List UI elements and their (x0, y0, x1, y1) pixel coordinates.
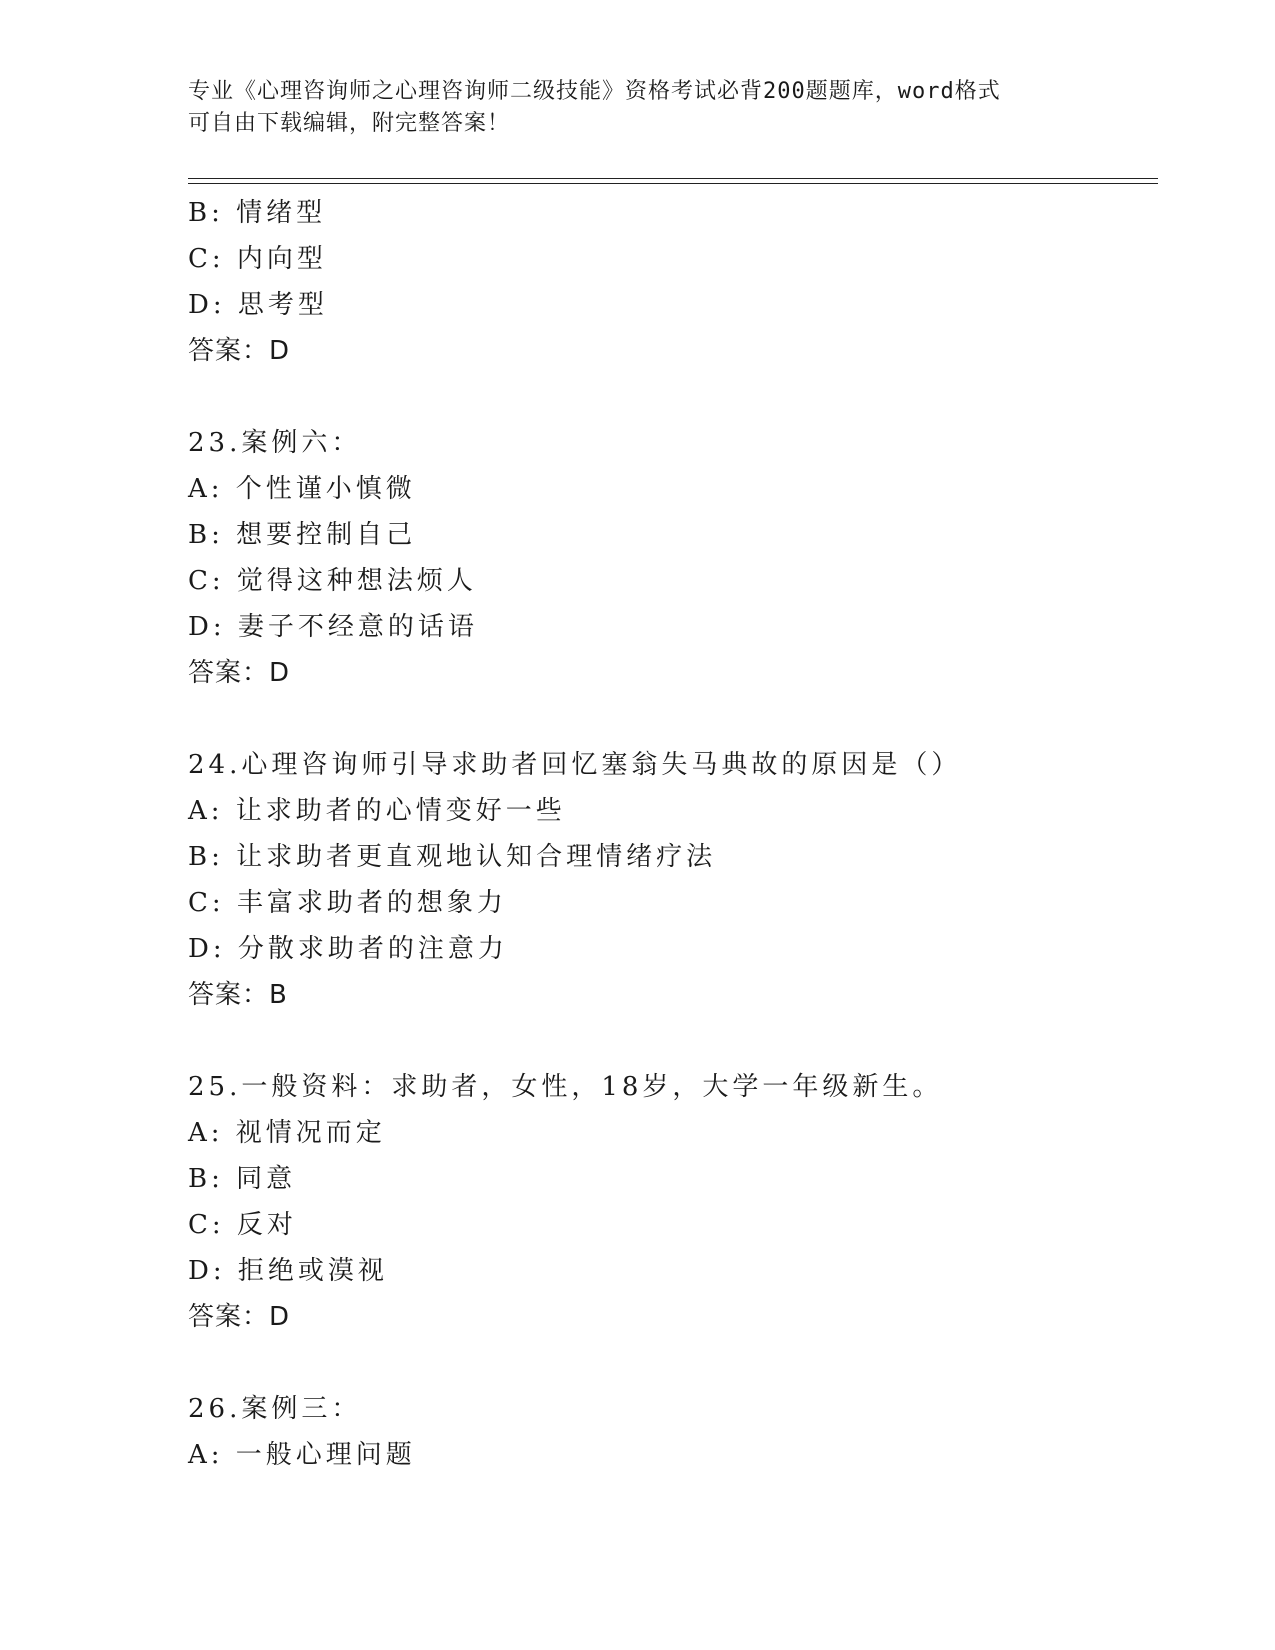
header-title-line-2: 可自由下载编辑，附完整答案！ (188, 111, 511, 136)
question-block-25 (188, 1064, 1148, 1340)
spacer (188, 696, 1148, 742)
question-block-23 (188, 420, 1148, 696)
header-divider-bottom (188, 183, 1158, 184)
option-b: B: 想要控制自己 (188, 520, 417, 550)
spacer (188, 1018, 1148, 1064)
question-block-22 (188, 190, 1148, 374)
option-b: B: 同意 (188, 1164, 297, 1194)
option-c: C: 丰富求助者的想象力 (188, 888, 507, 918)
question-block-26 (188, 1386, 1148, 1478)
document-header (188, 76, 1088, 140)
answer-line: 答案：D (188, 658, 291, 688)
answer-line: 答案：D (188, 1302, 291, 1332)
header-divider-top (188, 178, 1158, 179)
question-block-24 (188, 742, 1148, 1018)
option-d: D: 思考型 (188, 290, 328, 320)
option-b: B: 情绪型 (188, 198, 327, 228)
option-c: C: 内向型 (188, 244, 327, 274)
option-a: A: 一般心理问题 (188, 1440, 416, 1470)
spacer (188, 1340, 1148, 1386)
option-d: D: 拒绝或漠视 (188, 1256, 388, 1286)
header-title-line-1: 专业《心理咨询师之心理咨询师二级技能》资格考试必背200题题库，word格式 (188, 79, 1001, 104)
option-a: A: 个性谨小慎微 (188, 474, 416, 504)
spacer (188, 374, 1148, 420)
option-a: A: 视情况而定 (188, 1118, 386, 1148)
option-d: D: 分散求助者的注意力 (188, 934, 508, 964)
question-text: 23.案例六： (188, 428, 362, 458)
option-a: A: 让求助者的心情变好一些 (188, 796, 566, 826)
answer-line: 答案：D (188, 336, 291, 366)
question-text: 25.一般资料：求助者，女性，18岁，大学一年级新生。 (188, 1072, 943, 1102)
answer-line: 答案：B (188, 980, 288, 1010)
option-c: C: 反对 (188, 1210, 297, 1240)
question-text: 24.心理咨询师引导求助者回忆塞翁失马典故的原因是（） (188, 750, 962, 780)
option-d: D: 妻子不经意的话语 (188, 612, 478, 642)
option-b: B: 让求助者更直观地认知合理情绪疗法 (188, 842, 717, 872)
question-text: 26.案例三： (188, 1394, 362, 1424)
question-list (188, 190, 1148, 1478)
option-c: C: 觉得这种想法烦人 (188, 566, 477, 596)
